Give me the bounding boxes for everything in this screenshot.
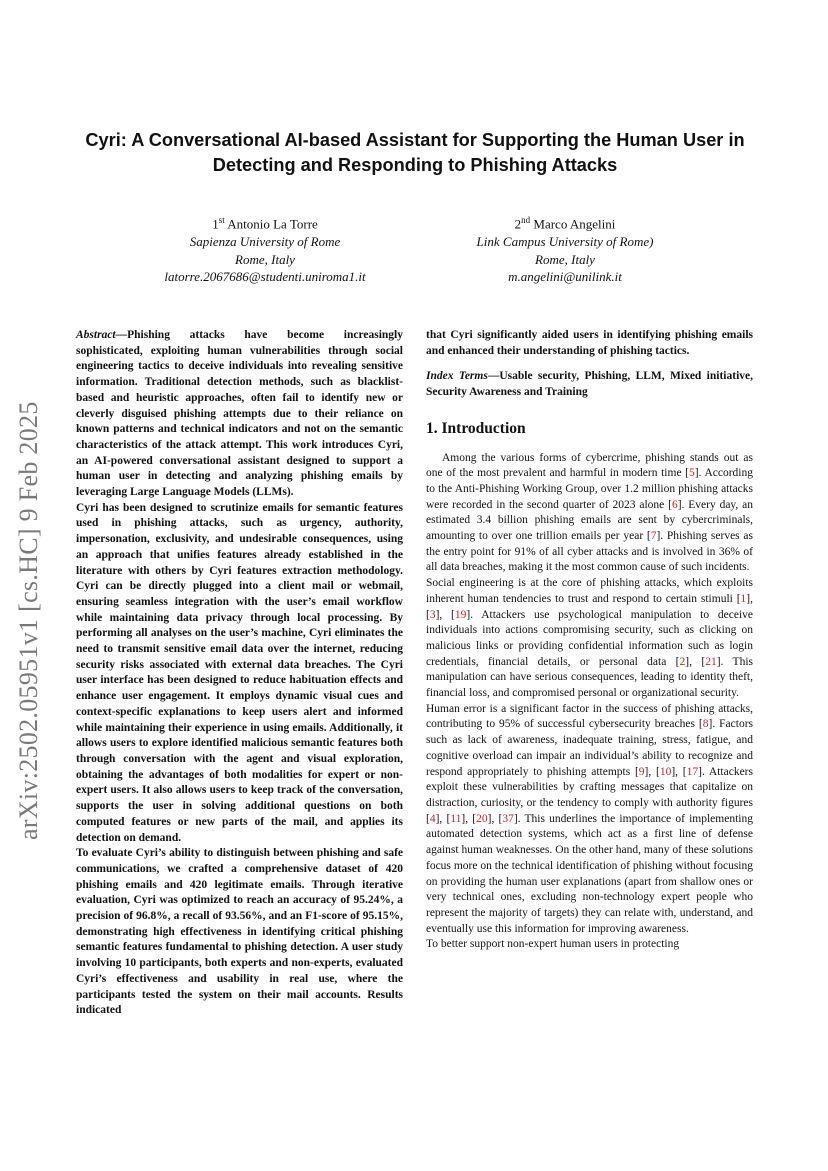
intro-paragraph-1: Among the various forms of cybercrime, phishing stands out as one of the most prevalent and harmful in modern time [5]. According to the Anti-Phishing Working Group, over 1.2 million phishing attacks were recorded in the second quarter of 2023 alone [6]. Every day, an estimated 3.4 billion phishing emails are sent by cybercriminals, amounting to over one trillion emails per year [7]. Phishing serves as the entry point for 91% of all cyber attacks and is involved in 36% of all data breaches, making it the most common cause of such incidents.	[426, 451, 754, 574]
intro-paragraph-3: Human error is a significant factor in the success of phishing attacks, contributing to 95% of successful cybersecurity breaches [8]. Factors such as lack of awareness, inadequate training, stress, fatigue, and cognitive overload can impair an individual’s ability to recognize and respond appropriately to phishing attempts [9], [10], [17]. Attackers exploit these vulnerabilities by crafting messages that capitalize on distraction, curiosity, or the tendency to comply with authority figures [4], [11], [20], [37]. This underlines the importance of implementing automated detection systems, which act as a first line of defense against human weaknesses. On the other hand, many of these solutions focus more on the technical identification of phishing without focusing on providing the human user explanations (apart from shallow ones or very technical ones, excluding non-technology expert people who represent the majority of targets) they can relate with, understand, and eventually use this information for improving awareness.	[426, 702, 753, 935]
citation-link[interactable]: 37	[502, 812, 514, 825]
paper-title	[80, 128, 750, 178]
author-location: Rome, Italy	[535, 251, 595, 267]
abstract-paragraph-3-continued: that Cyri significantly aided users in identifying phishing emails and enhanced their understanding of phishing tactics.	[426, 329, 753, 357]
citation-link[interactable]: 19	[454, 608, 467, 621]
citation-link[interactable]: 6	[671, 498, 678, 511]
citation-link[interactable]: 9	[638, 765, 645, 778]
citation-link[interactable]: 8	[702, 718, 709, 731]
left-column	[76, 328, 403, 1019]
author-name: 1st Antonio La Torre	[212, 215, 318, 232]
citation-link[interactable]: 10	[659, 765, 672, 778]
citation-link[interactable]: 11	[450, 812, 462, 825]
title-line-2: Detecting and Responding to Phishing Attacks	[212, 155, 618, 175]
index-terms: Index Terms—Usable security, Phishing, LLM, Mixed initiative, Security Awareness and Training	[426, 370, 754, 399]
citation-link[interactable]: 21	[705, 655, 717, 668]
abstract-paragraph-3: To evaluate Cyri’s ability to distinguish between phishing and safe communications, we crafted a comprehensive dataset of 420 phishing emails and 420 legitimate emails. Through iterative evaluation, Cyri was optimized to reach an accuracy of 95.24%, a precision of 96.8%, a recall of 93.56%, and an F1-score of 95.15%, demonstrating high effectiveness in identifying critical phishing semantic features fundamental to phishing detection. A user study involving 10 participants, both experts and non-experts, evaluated Cyri’s effectiveness and usability in real use, where the participants tested the system on their mail accounts. Results indicated	[76, 847, 403, 1017]
author-affiliation: Link Campus University of Rome)	[476, 233, 654, 249]
author-email: latorre.2067686@studenti.uniroma1.it	[164, 269, 366, 285]
citation-link[interactable]: 17	[686, 765, 699, 778]
citation-link[interactable]: 5	[689, 467, 695, 480]
abstract-paragraph-2: Cyri has been designed to scrutinize emails for semantic features used in phishing attacks, such as urgency, authority, impersonation, exclusivity, and undesirable consequences, using an approach that unifies features already established in the literature with others by Cyri features extraction methodology. Cyri can be directly plugged into a client mail or webmail, ensuring seamless integration with the user’s email workflow while maintaining data privacy through local processing. By performing all analyses on the user’s machine, Cyri eliminates the need to transmit sensitive email data over the internet, reducing security risks associated with external data breaches. The Cyri user interface has been designed to reduce habituation effects and enhance user engagement. It employs dynamic visual cues and context-specific explanations to keep users alert and informed while maintaining their experience in using emails. Additionally, it allows users to explore identified malicious semantic features both through conversation with the agent and visual exploration, obtaining the advantages of both modalities for expert or non-expert users. It also allows users to keep track of the conversation, supports the user in solving additional questions on both computed features or new parts of the mail, and applies its detection on demand.	[76, 501, 403, 844]
section-heading-introduction: 1. Introduction	[426, 419, 526, 437]
title-line-1: Cyri: A Conversational AI-based Assistant for Supporting the Human User in	[85, 130, 745, 150]
author-block-1	[140, 212, 390, 286]
author-name: 2nd Marco Angelini	[514, 215, 616, 232]
citation-link[interactable]: 7	[650, 530, 657, 543]
arxiv-identifier: arXiv:2502.05951v1 [cs.HC] 9 Feb 2025	[14, 401, 43, 840]
intro-paragraph-2: Social engineering is at the core of phishing attacks, which exploits inherent human tendencies to trust and respond to certain stimuli [1], [3], [19]. Attackers use psychological manipulation to deceive individuals into actions compromising security, such as clicking on malicious links or providing confidential information such as login credentials, financial details, or personal data [2], [21]. This manipulation can have serious consequences, leading to identity theft, financial loss, and compromised personal or organizational security.	[426, 577, 753, 700]
intro-paragraph-4: To better support non-expert human users in protecting	[426, 938, 680, 951]
author-email: m.angelini@unilink.it	[508, 269, 622, 285]
author-affiliation: Sapienza University of Rome	[189, 233, 341, 249]
citation-link[interactable]: 4	[429, 812, 436, 825]
author-location: Rome, Italy	[235, 251, 295, 267]
citation-link[interactable]: 3	[429, 608, 436, 621]
abstract-paragraph-1: Abstract—Phishing attacks have become increasingly sophisticated, exploiting human vulnerabilities through social engineering tactics to deceive individuals into revealing sensitive information. Traditional detection methods, such as blacklist-based and heuristic approaches, often fail to identify new or cleverly disguised phishing attempts due to their reliance on known patterns and technical indicators and not on the semantic characteristics of the attack attempt. This work introduces Cyri, an AI-powered conversational assistant designed to support a human user in detecting and analyzing phishing emails by leveraging Large Language Models (LLMs).	[76, 329, 403, 499]
citation-link[interactable]: 20	[476, 812, 488, 825]
right-column	[426, 328, 753, 953]
citation-link[interactable]: 1	[740, 592, 747, 605]
author-block-2	[440, 212, 690, 286]
citation-link[interactable]: 2	[679, 655, 686, 668]
